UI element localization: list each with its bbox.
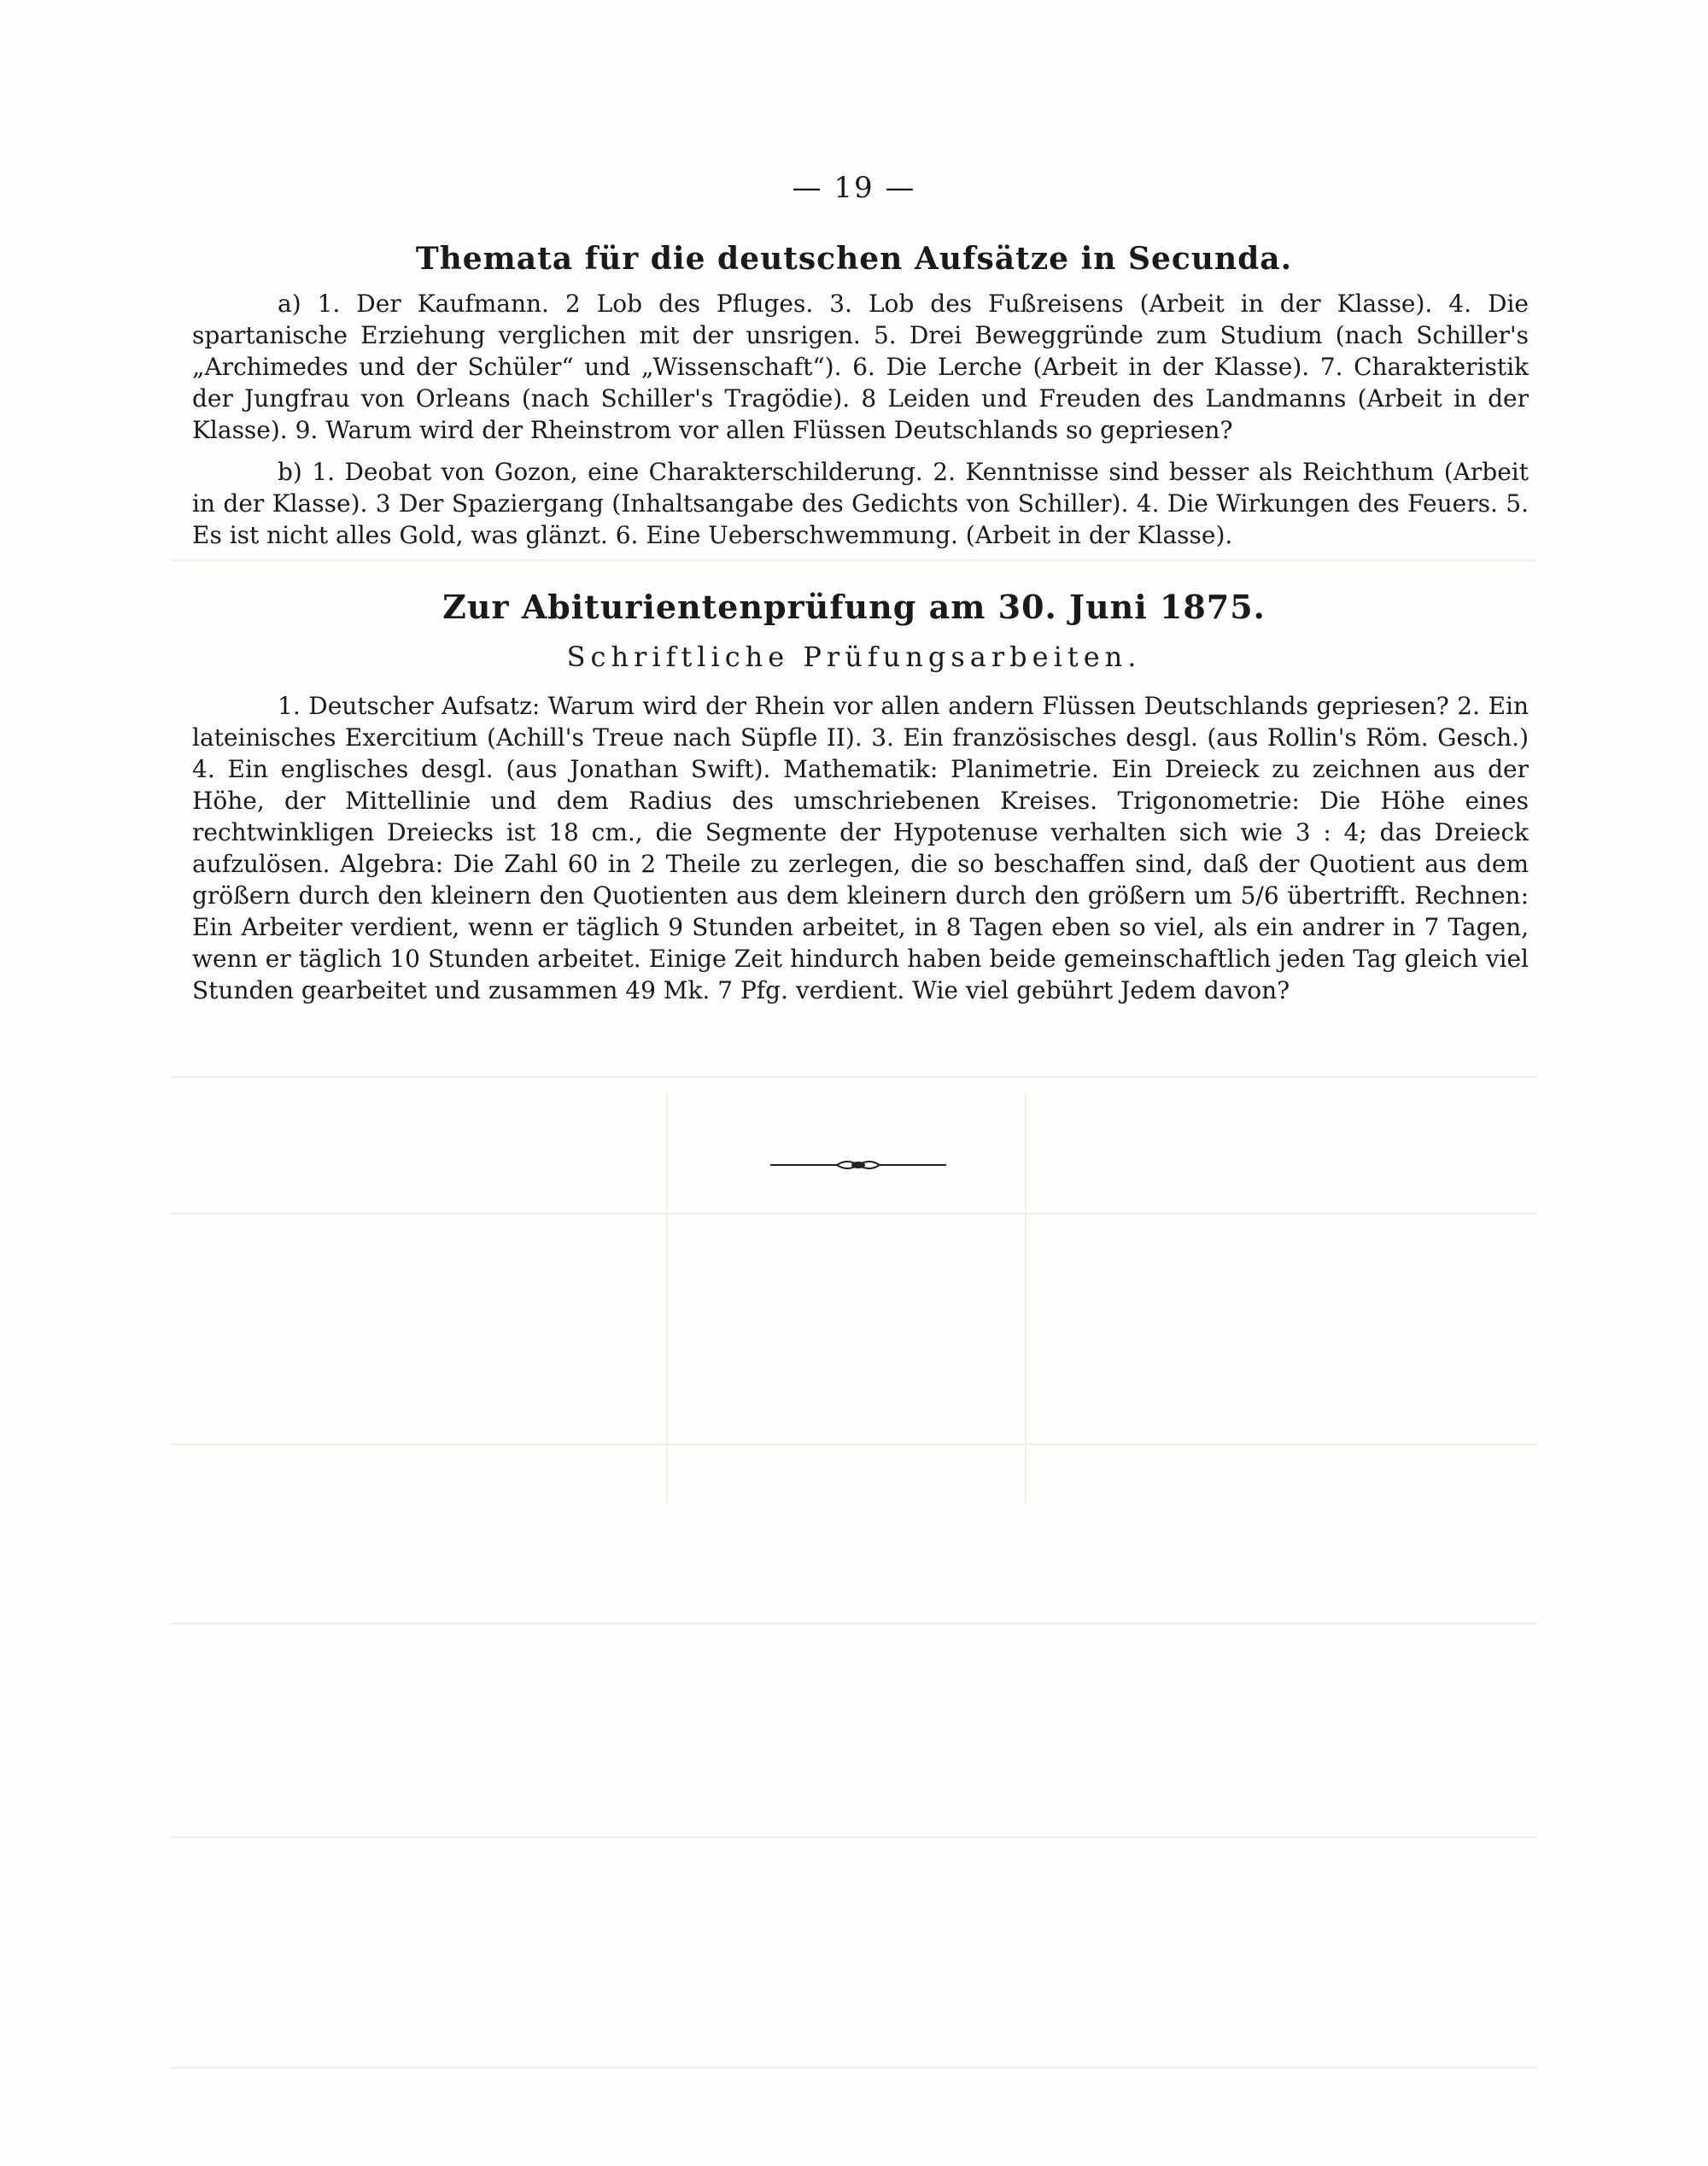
bleed-through-line: [171, 1836, 1537, 1838]
bleed-through-line: [171, 1076, 1537, 1078]
bleed-through-line: [171, 1443, 1537, 1445]
page-number: — 19 —: [792, 171, 916, 205]
bleed-through-line: [171, 2067, 1537, 2069]
bleed-through-line: [171, 559, 1537, 561]
section-heading-secunda: Themata für die deutschen Aufsätze in Secunda.: [415, 241, 1293, 277]
paragraph-exam-tasks: 1. Deutscher Aufsatz: Warum wird der Rhein vor allen andern Flüssen Deutschlands gepriesen? 2. Ein lateinisches Exercitium (Achill's Treue nach Süpfle II). 3. Ein französisches desgl. (aus Rollin's Röm. Gesch.) 4. Ein englisches desgl. (aus Jonathan Swift). Mathematik: Planimetrie. Ein Dreieck zu zeichnen aus der Höhe, der Mittellinie und dem Radius des umschriebenen Kreises. Trigonometrie: Die Höhe eines rechtwinkligen Dreiecks ist 18 cm., die Segmente der Hypotenuse verhalten sich wie 3 : 4; das Dreieck aufzulösen. Algebra: Die Zahl 60 in 2 Theile zu zerlegen, die so beschaffen sind, daß der Quotient aus dem größern durch den kleinern den Quotienten aus dem kleinern durch den größern um 5/6 übertrifft. Rechnen: Ein Arbeiter verdient, wenn er täglich 9 Stunden arbeitet, in 8 Tagen eben so viel, als ein andrer in 7 Tagen, wenn er täglich 10 Stunden arbeitet. Einige Zeit hindurch haben beide gemeinschaftlich jeden Tag gleich viel Stunden gearbeitet und zusammen 49 Mk. 7 Pfg. verdient. Wie viel gebührt Jedem davon?: [192, 692, 1529, 1004]
paragraph-topics-a: a) 1. Der Kaufmann. 2 Lob des Pfluges. 3. Lob des Fußreisens (Arbeit in der Klasse). 4. Die spartanische Erziehung verglichen mit der unsrigen. 5. Drei Beweggründe zum Studium (nach Schiller's „Archimedes und der Schüler“ und „Wissenschaft“). 6. Die Lerche (Arbeit in der Klasse). 7. Charakteristik der Jungfrau von Orleans (nach Schiller's Tragödie). 8 Leiden und Freuden des Landmanns (Arbeit in der Klasse). 9. Warum wird der Rheinstrom vor allen Flüssen Deutschlands so gepriesen?: [192, 290, 1529, 444]
bleed-through-line: [171, 1213, 1537, 1215]
paragraph-topics-b: b) 1. Deobat von Gozon, eine Charakterschilderung. 2. Kenntnisse sind besser als Reichthum (Arbeit in der Klasse). 3 Der Spaziergang (Inhaltsangabe des Gedichts von Schiller). 4. Die Wirkungen des Feuers. 5. Es ist nicht alles Gold, was glänzt. 6. Eine Ueberschwemmung. (Arbeit in der Klasse).: [192, 458, 1529, 549]
ornamental-divider-icon: [769, 1155, 948, 1175]
bleed-through-line: [1025, 1093, 1027, 1503]
bleed-through-line: [666, 1093, 668, 1503]
bleed-through-line: [171, 1623, 1537, 1624]
section-heading-abitur: Zur Abiturientenprüfung am 30. Juni 1875.: [442, 588, 1266, 626]
subheading-written-exams: Schriftliche Prüfungsarbeiten.: [566, 641, 1142, 673]
